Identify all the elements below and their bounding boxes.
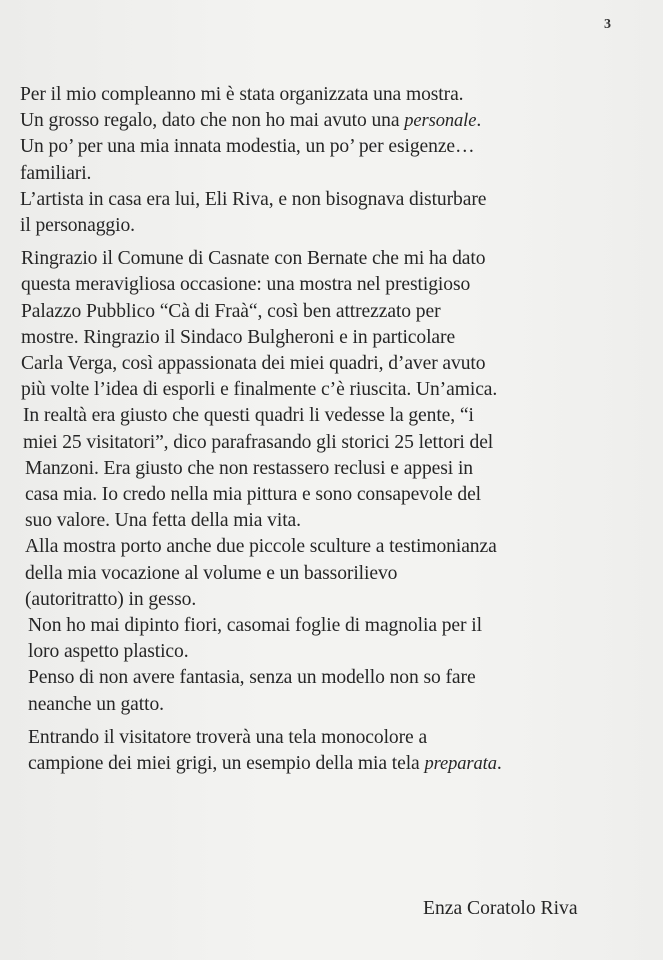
page-number: 3 bbox=[604, 17, 611, 32]
text-line: Un po’ per una mia innata modestia, un po’ per esigenze… bbox=[20, 136, 475, 158]
text-line: loro aspetto plastico. bbox=[28, 641, 189, 663]
text-line: Per il mio compleanno mi è stata organizzata una mostra. bbox=[20, 84, 464, 105]
paragraph-3 bbox=[20, 725, 650, 777]
text-line: il personaggio. bbox=[20, 215, 135, 237]
text-line: Alla mostra porto anche due piccole sculture a testimonianza bbox=[25, 536, 497, 558]
text-segment: campione dei miei grigi, un esempio della mia tela bbox=[28, 753, 425, 775]
text-line: più volte l’idea di esporli e finalmente c’è riuscita. Un’amica. bbox=[21, 379, 498, 401]
text-line: Non ho mai dipinto fiori, casomai foglie di magnolia per il bbox=[28, 615, 482, 637]
text-line: della mia vocazione al volume e un bassorilievo bbox=[25, 562, 398, 584]
paragraph-2 bbox=[20, 246, 650, 718]
text-line bbox=[20, 108, 650, 134]
text-line: questa meravigliosa occasione: una mostra nel prestigioso bbox=[21, 274, 471, 296]
text-line: casa mia. Io credo nella mia pittura e sono consapevole del bbox=[25, 484, 482, 506]
text-line: mostre. Ringrazio il Sindaco Bulgheroni e in particolare bbox=[21, 326, 456, 348]
text-line: familiari. bbox=[20, 162, 92, 184]
text-segment: . bbox=[496, 753, 502, 775]
paragraph-1 bbox=[20, 82, 650, 239]
text-line: In realtà era giusto che questi quadri li vedesse la gente, “i bbox=[23, 405, 474, 427]
text-line bbox=[20, 751, 650, 777]
text-segment: Un grosso regalo, dato che non ho mai avuto una bbox=[20, 110, 405, 132]
text-line: Palazzo Pubblico “Cà di Fraà“, così ben attrezzato per bbox=[21, 300, 441, 322]
text-line: L’artista in casa era lui, Eli Riva, e non bisognava disturbare bbox=[20, 188, 487, 210]
text-line: Carla Verga, così appassionata dei miei quadri, d’aver avuto bbox=[21, 353, 486, 375]
italic-word: personale bbox=[404, 111, 477, 132]
text-line: miei 25 visitatori”, dico parafrasando gli storici 25 lettori del bbox=[23, 431, 494, 453]
italic-word: preparata bbox=[424, 754, 497, 775]
text-line: Manzoni. Era giusto che non restassero reclusi e appesi in bbox=[25, 457, 473, 479]
text-line: Penso di non avere fantasia, senza un modello non so fare bbox=[28, 667, 476, 689]
text-line: Entrando il visitatore troverà una tela monocolore a bbox=[28, 726, 428, 748]
text-line: suo valore. Una fetta della mia vita. bbox=[25, 510, 301, 532]
text-line: Ringrazio il Comune di Casnate con Bernate che mi ha dato bbox=[21, 248, 486, 270]
text-segment: . bbox=[476, 110, 482, 132]
text-line: neanche un gatto. bbox=[28, 693, 164, 715]
signature: Enza Coratolo Riva bbox=[423, 898, 578, 919]
text-line: (autoritratto) in gesso. bbox=[25, 588, 197, 610]
body-text bbox=[20, 82, 650, 777]
